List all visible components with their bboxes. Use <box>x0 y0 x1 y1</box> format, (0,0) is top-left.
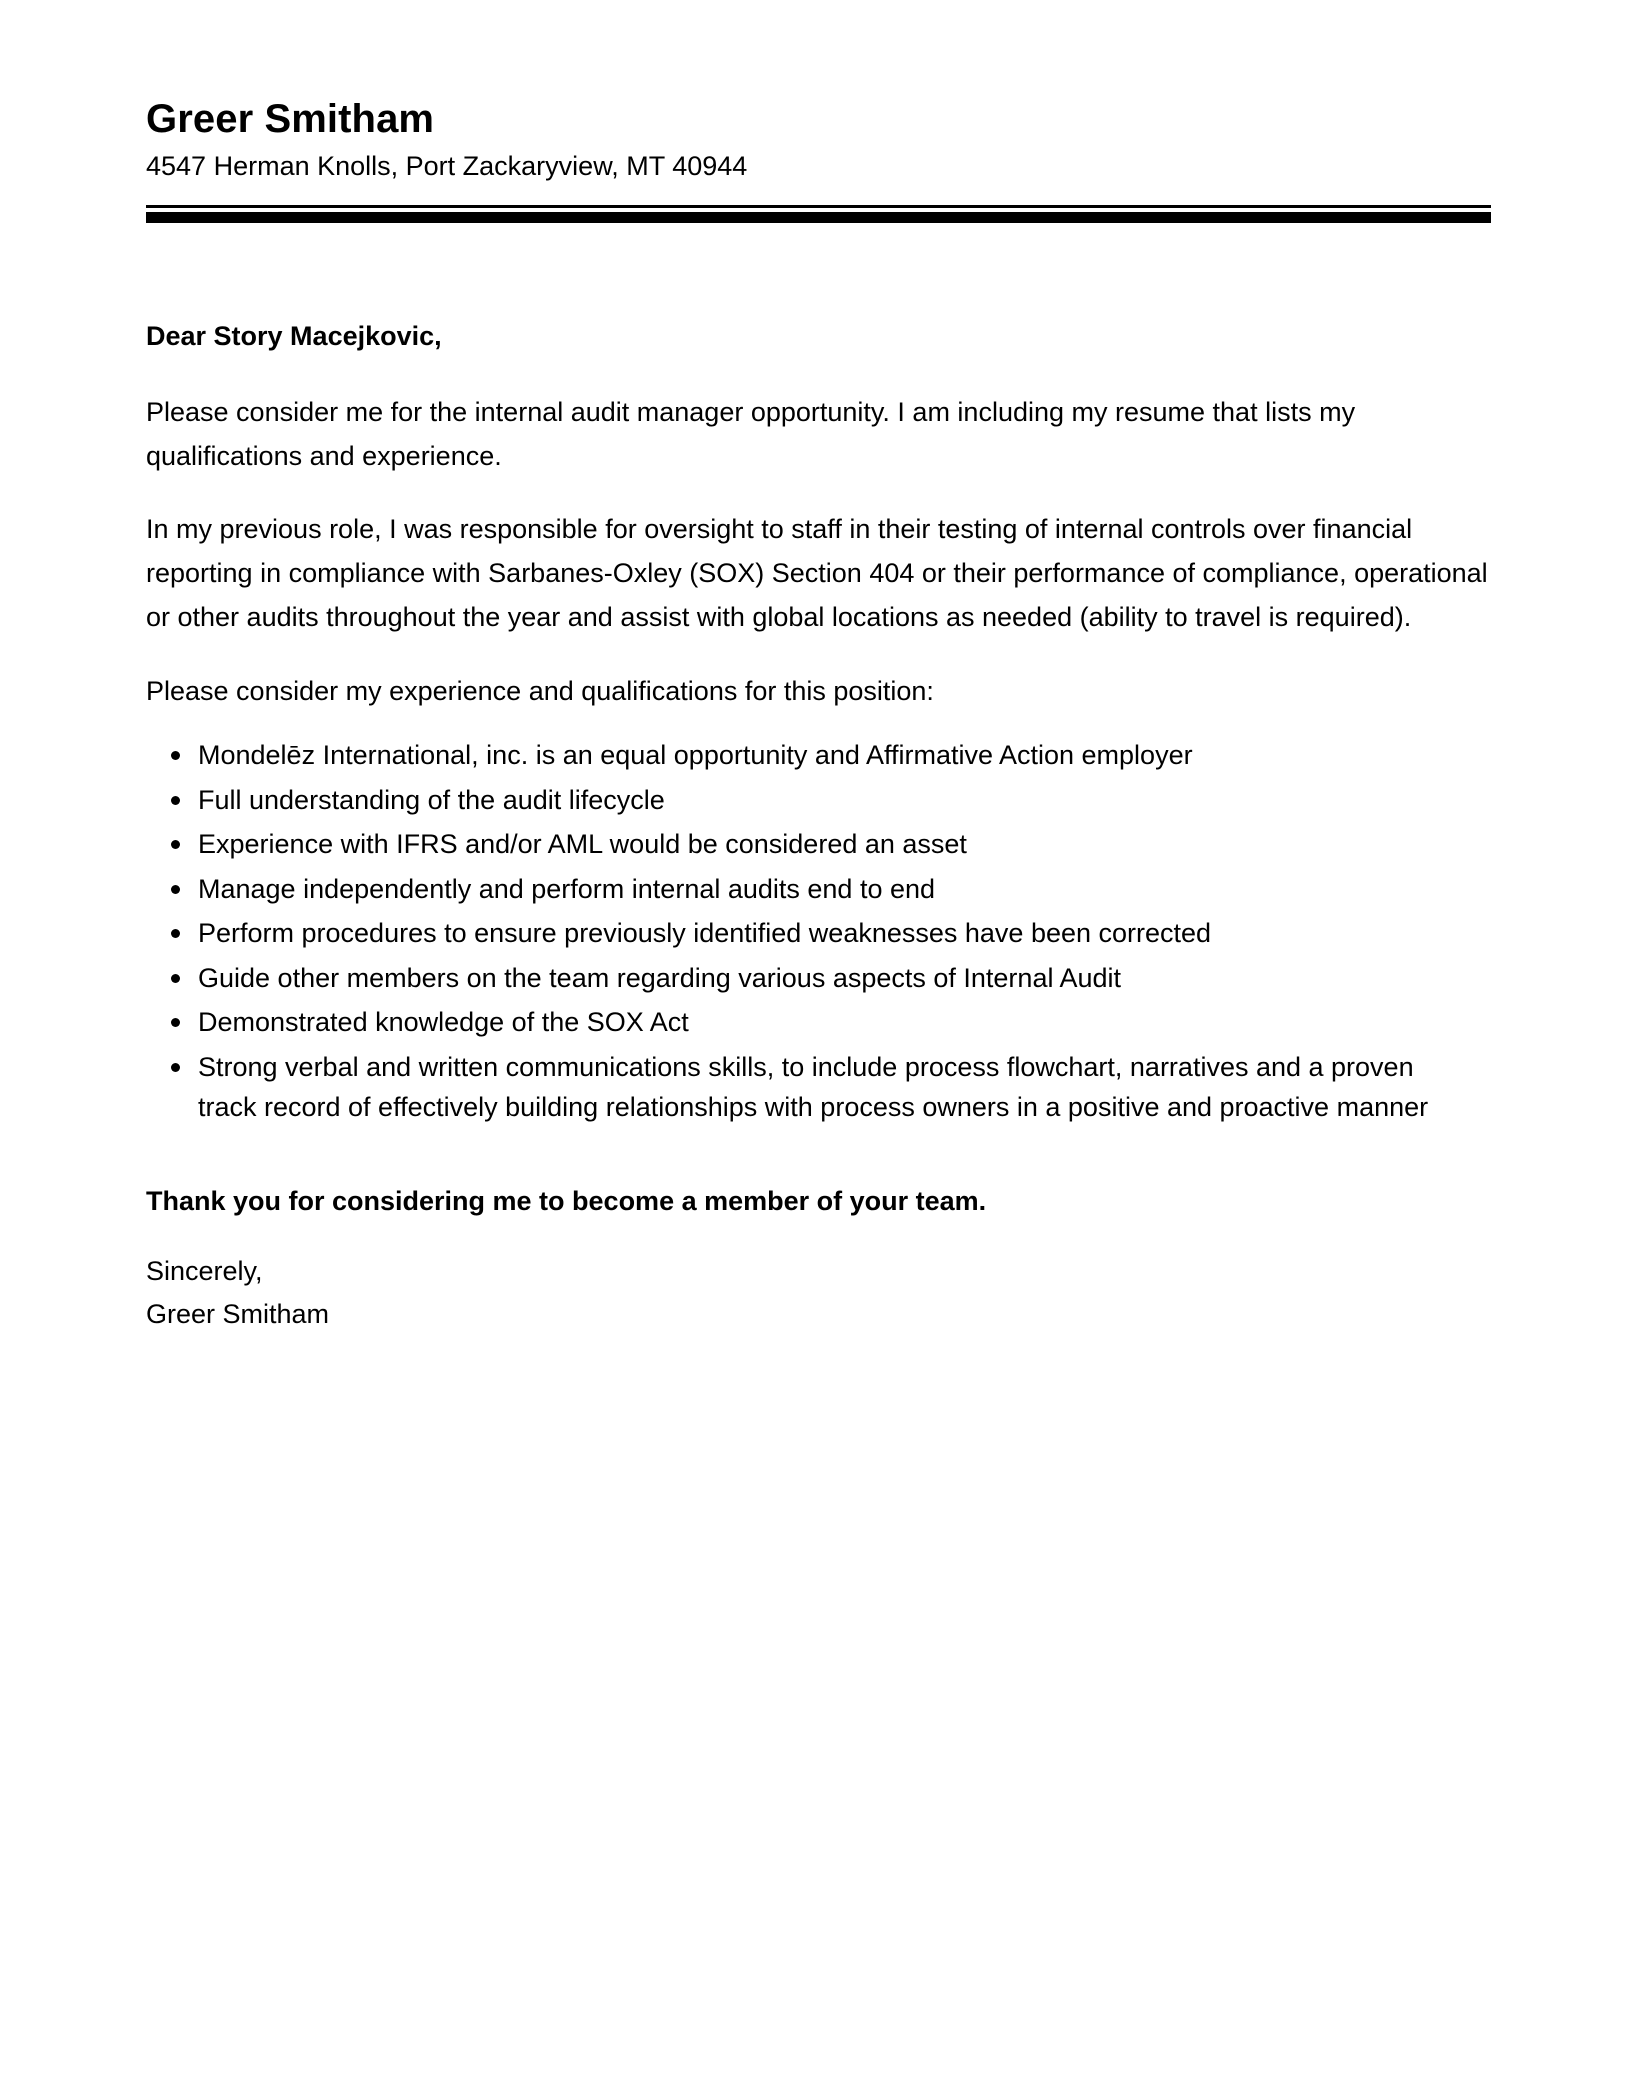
list-item <box>146 1002 1478 1043</box>
list-item <box>146 958 1478 999</box>
letter-content-column <box>146 0 1491 1332</box>
bullet-icon <box>171 974 180 983</box>
list-item-label: Experience with IFRS and/or AML would be considered an asset <box>198 829 967 860</box>
list-item <box>146 824 1478 865</box>
letter-body <box>146 315 1491 1332</box>
paragraph-intro: Please consider me for the internal audit manager opportunity. I am including my resume that lists my qualifications and experience. <box>146 397 1356 471</box>
bullet-icon <box>171 796 180 805</box>
paragraph-list-lead-in: Please consider my experience and qualifications for this position: <box>146 675 934 706</box>
sender-name: Greer Smitham <box>146 97 435 141</box>
bullet-icon <box>171 885 180 894</box>
closing-thanks: Thank you for considering me to become a member of your team. <box>146 1185 987 1216</box>
divider-thick-rule <box>146 212 1491 223</box>
list-item <box>146 913 1478 954</box>
sign-off-block <box>146 1254 1491 1332</box>
list-item-label: Demonstrated knowledge of the SOX Act <box>198 1007 689 1038</box>
bullet-icon <box>171 840 180 849</box>
list-item <box>146 780 1478 821</box>
header-divider <box>146 205 1491 223</box>
list-item-label: Manage independently and perform internal audits end to end <box>198 873 936 904</box>
list-item <box>146 1047 1478 1128</box>
list-item-label: Mondelēz International, inc. is an equal opportunity and Affirmative Action employer <box>198 740 1193 771</box>
list-item <box>146 735 1478 776</box>
signature-name: Greer Smitham <box>146 1298 330 1329</box>
paragraph-experience: In my previous role, I was responsible for oversight to staff in their testing of internal controls over financial reporting in compliance with Sarbanes-Oxley (SOX) Section 404 or their performance of compliance, operational or other audits throughout the year and assist with global locations as needed (ability to travel is required). <box>146 514 1488 632</box>
sender-address: 4547 Herman Knolls, Port Zackaryview, MT 40944 <box>146 151 748 182</box>
bullet-icon <box>171 1018 180 1027</box>
list-item-label: Strong verbal and written communications skills, to include process flowchart, narratives and a proven track record of effectively building relationships with process owners in a positive and proactive manner <box>198 1051 1429 1123</box>
list-item-label: Perform procedures to ensure previously identified weaknesses have been corrected <box>198 918 1212 949</box>
list-item <box>146 869 1478 910</box>
salutation: Dear Story Macejkovic, <box>146 321 442 352</box>
list-item-label: Full understanding of the audit lifecycle <box>198 784 665 815</box>
bullet-icon <box>171 751 180 760</box>
list-item-label: Guide other members on the team regarding various aspects of Internal Audit <box>198 962 1122 993</box>
bullet-icon <box>171 1063 180 1072</box>
qualifications-list <box>146 735 1491 1128</box>
sign-off-salutation: Sincerely, <box>146 1255 263 1286</box>
letterhead <box>146 0 1491 184</box>
bullet-icon <box>171 929 180 938</box>
